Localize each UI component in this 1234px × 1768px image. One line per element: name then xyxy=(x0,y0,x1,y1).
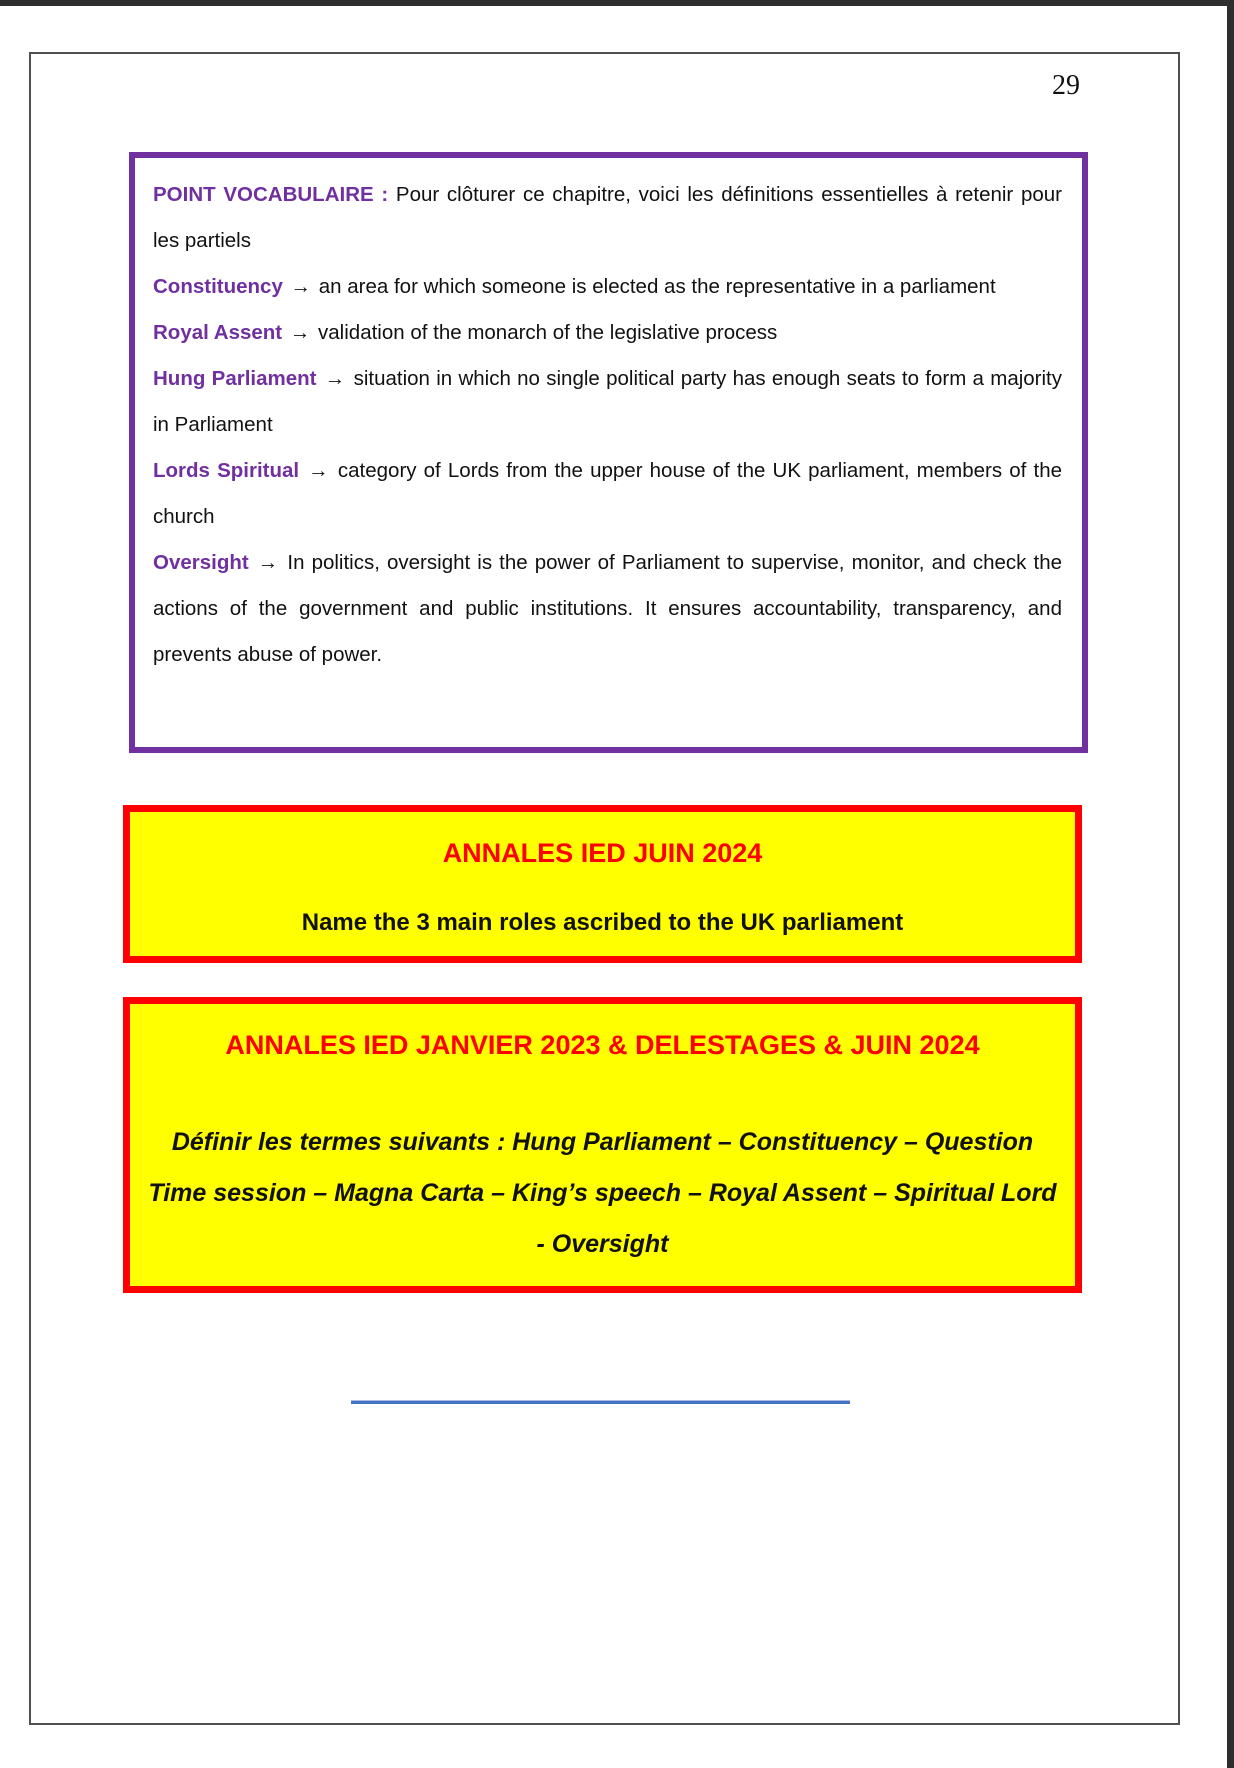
vocab-definition: category of Lords from the upper house of the UK parliament, members of the church xyxy=(153,459,1062,528)
vocab-definition: situation in which no single political party has enough seats to form a majority in Parliament xyxy=(153,367,1063,436)
annales-terms-prompt xyxy=(130,1061,1075,1270)
terms-line: - Oversight xyxy=(536,1230,669,1258)
vocab-entry xyxy=(153,356,1062,448)
vocab-definition: validation of the monarch of the legislative process xyxy=(318,321,778,344)
vocab-term: Lords Spiritual xyxy=(153,459,300,482)
vocab-definition: an area for which someone is elected as the representative in a parliament xyxy=(318,275,996,298)
vocab-definition: In politics, oversight is the power of Parliament to supervise, monitor, and check the actions of the government and public institutions. It ensures accountability, transparency, and prevents abuse of power. xyxy=(153,551,1062,666)
vocab-entry xyxy=(153,448,1062,540)
annales-title: ANNALES IED JUIN 2024 xyxy=(442,838,763,868)
vocab-term: Constituency xyxy=(153,275,283,298)
horizontal-rule xyxy=(351,1400,850,1404)
vocab-term: Oversight xyxy=(153,551,249,574)
vocab-term: Royal Assent xyxy=(153,321,283,344)
right-arrow-icon: → xyxy=(289,321,311,344)
vocab-heading xyxy=(153,172,1062,264)
annales-box-janvier-2023 xyxy=(123,997,1082,1293)
vocab-entry xyxy=(153,540,1062,678)
right-arrow-icon: → xyxy=(308,459,329,482)
right-arrow-icon: → xyxy=(290,275,312,298)
right-arrow-icon: → xyxy=(257,551,279,574)
vocab-entry xyxy=(153,264,1062,310)
terms-line: Définir les termes suivants : Hung Parliament – Constituency – Question xyxy=(171,1128,1034,1156)
vocabulary-box xyxy=(129,152,1088,753)
vocab-heading-label: POINT VOCABULAIRE : xyxy=(153,183,389,206)
annales-question: Name the 3 main roles ascribed to the UK parliament xyxy=(301,909,904,936)
vocab-entry xyxy=(153,310,1062,356)
terms-line: Time session – Magna Carta – King’s speech – Royal Assent – Spiritual Lord xyxy=(148,1179,1057,1207)
annales-title: ANNALES IED JANVIER 2023 & DELESTAGES & JUIN 2024 xyxy=(225,1030,980,1060)
vocab-term: Hung Parliament xyxy=(153,367,317,390)
vocab-heading-text: Pour clôturer ce chapitre, voici les définitions essentielles à retenir pour les partiels xyxy=(153,183,1062,252)
scan-edge-top xyxy=(0,0,1234,6)
scan-edge-right xyxy=(1227,0,1234,1768)
right-arrow-icon: → xyxy=(324,367,346,390)
annales-box-juin-2024 xyxy=(123,805,1082,963)
page-number: 29 xyxy=(1052,70,1080,101)
